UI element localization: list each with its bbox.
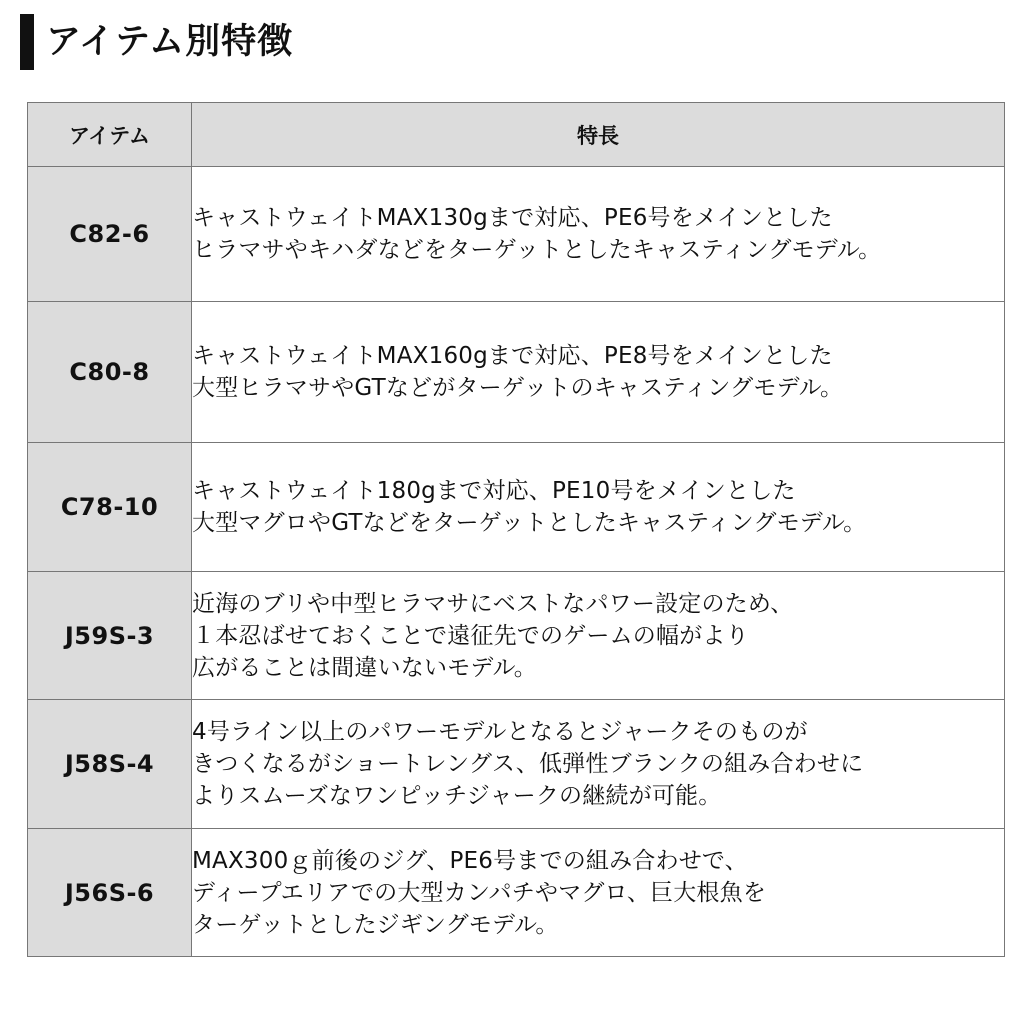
feature-line: キャストウェイトMAX160gまで対応、PE8号をメインとした bbox=[192, 343, 833, 369]
table-row bbox=[28, 829, 1005, 957]
item-name: C82-6 bbox=[28, 167, 192, 302]
feature-line: キャストウェイト180gまで対応、PE10号をメインとした bbox=[192, 478, 796, 504]
item-features-table bbox=[27, 102, 1005, 957]
feature-line: キャストウェイトMAX130gまで対応、PE6号をメインとした bbox=[192, 205, 833, 231]
column-header-features: 特長 bbox=[192, 103, 1005, 167]
feature-line: ディープエリアでの大型カンパチやマグロ、巨大根魚を bbox=[192, 879, 767, 906]
feature-line: よりスムーズなワンピッチジャークの継続が可能。 bbox=[192, 783, 722, 809]
feature-description bbox=[192, 829, 1005, 957]
table-row bbox=[28, 443, 1005, 572]
page-title: アイテム別特徴 bbox=[46, 22, 294, 62]
feature-description bbox=[192, 700, 1005, 829]
feature-line: １本忍ばせておくことで遠征先でのゲームの幅がより bbox=[192, 622, 749, 649]
table-header-row bbox=[28, 103, 1005, 167]
feature-description bbox=[192, 302, 1005, 443]
feature-line: 大型ヒラマサやGTなどがターゲットのキャスティングモデル。 bbox=[192, 375, 844, 401]
item-name: C80-8 bbox=[28, 302, 192, 443]
feature-line: 4号ライン以上のパワーモデルとなるとジャークそのものが bbox=[192, 719, 808, 745]
feature-line: 広がることは間違いないモデル。 bbox=[192, 654, 538, 681]
item-name: C78-10 bbox=[28, 443, 192, 572]
item-name: J58S-4 bbox=[28, 700, 192, 829]
feature-line: きつくなるがショートレングス、低弾性ブランクの組み合わせに bbox=[192, 751, 864, 777]
feature-description bbox=[192, 572, 1005, 700]
feature-description bbox=[192, 443, 1005, 572]
feature-line: 大型マグロやGTなどをターゲットとしたキャスティングモデル。 bbox=[192, 510, 867, 536]
feature-description bbox=[192, 167, 1005, 302]
title-accent-bar bbox=[20, 14, 34, 70]
feature-line: ターゲットとしたジギングモデル。 bbox=[192, 911, 559, 938]
feature-line: ヒラマサやキハダなどをターゲットとしたキャスティングモデル。 bbox=[192, 237, 882, 263]
table-row bbox=[28, 700, 1005, 829]
column-header-item: アイテム bbox=[28, 103, 192, 167]
item-name: J59S-3 bbox=[28, 572, 192, 700]
feature-line: 近海のブリや中型ヒラマサにベストなパワー設定のため、 bbox=[192, 590, 794, 617]
item-name: J56S-6 bbox=[28, 829, 192, 957]
feature-line: MAX300ｇ前後のジグ、PE6号までの組み合わせで、 bbox=[192, 847, 748, 874]
table-row bbox=[28, 167, 1005, 302]
table-row bbox=[28, 572, 1005, 700]
table-row bbox=[28, 302, 1005, 443]
